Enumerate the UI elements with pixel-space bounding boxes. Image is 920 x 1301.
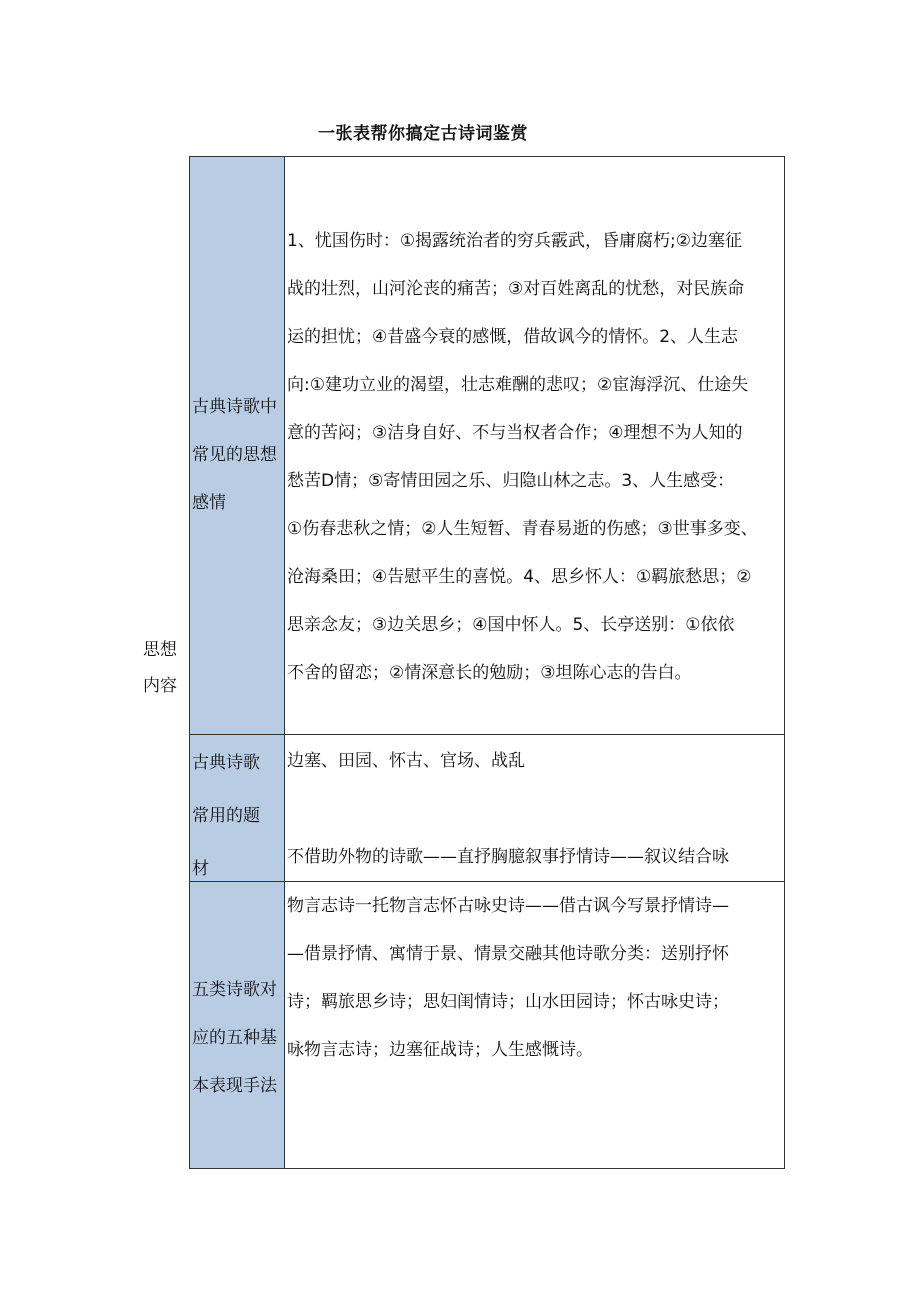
- label-line: 感情: [192, 493, 226, 513]
- label-line: 本表现手法: [192, 1076, 277, 1096]
- table-row-thoughts-feelings: [190, 157, 784, 734]
- document-title: 一张表帮你搞定古诗词鉴赏: [318, 124, 528, 144]
- label-line: 应的五种基: [192, 1028, 277, 1048]
- content-line: 思亲念友；③边关思乡；④国中怀人。5、长亭送别：①依依: [287, 615, 735, 635]
- content-line: 物言志诗一托物言志怀古咏史诗——借古讽今写景抒情诗—: [287, 896, 729, 916]
- content-line: ①伤春悲秋之情；②人生短暂、青春易逝的伤感；③世事多变、: [287, 519, 758, 539]
- row-content-thoughts-feelings: [286, 157, 784, 734]
- label-line: 五类诗歌对: [192, 980, 277, 1000]
- content-line: 不舍的留恋；②情深意长的勉励；③坦陈心志的告白。: [287, 663, 692, 683]
- outer-label-line: 内容: [143, 676, 177, 696]
- content-line: 战的壮烈，山河沦丧的痛苦；③对百姓离乱的忧愁，对民族命: [287, 279, 745, 299]
- label-line: 常用的题: [192, 806, 260, 826]
- content-line: 不借助外物的诗歌——直抒胸臆叙事抒情诗——叙议结合咏: [287, 847, 729, 867]
- content-line: 边塞、田园、怀古、官场、战乱: [287, 751, 525, 771]
- outer-label-line: 思想: [143, 640, 177, 660]
- outer-category-label: [130, 632, 190, 704]
- table-row-techniques: [190, 881, 784, 1168]
- row-content-themes: [286, 735, 784, 881]
- content-line: 意的苦闷；③洁身自好、不与当权者合作；④理想不为人知的: [287, 423, 743, 443]
- content-line: 愁苦D情；⑤寄情田园之乐、归隐山林之志。3、人生感受：: [287, 471, 735, 491]
- content-line: [287, 785, 780, 833]
- label-line: 古典诗歌中: [192, 397, 277, 417]
- row-label-techniques: [190, 882, 285, 1168]
- content-line: 向:①建功立业的渴望，壮志难酬的悲叹；②宦海浮沉、仕途失: [287, 375, 749, 395]
- content-line: 咏物言志诗；边塞征战诗；人生感慨诗。: [287, 1040, 593, 1060]
- content-line: 运的担忧；④昔盛今衰的感慨，借故讽今的情怀。2、人生志: [287, 327, 739, 347]
- content-line: 沧海桑田；④告慰平生的喜悦。4、思乡怀人：①羁旅愁思；②: [287, 567, 752, 587]
- row-label-thoughts-feelings: [190, 157, 285, 734]
- content-line: —借景抒情、寓情于景、情景交融其他诗歌分类：送别抒怀: [287, 944, 729, 964]
- content-line: 1、忧国伤时：①揭露统治者的穷兵霰武，昏庸腐朽;②边塞征: [287, 231, 743, 251]
- table-row-themes: [190, 734, 784, 881]
- label-line: 材: [192, 859, 209, 879]
- poetry-appreciation-table: [189, 156, 785, 1169]
- row-content-techniques: [286, 882, 784, 1168]
- row-label-themes: [190, 735, 285, 881]
- content-line: 诗；羁旅思乡诗；思妇闺情诗；山水田园诗；怀古咏史诗；: [287, 992, 729, 1012]
- label-line: 常见的思想: [192, 445, 277, 465]
- label-line: 古典诗歌: [192, 753, 260, 773]
